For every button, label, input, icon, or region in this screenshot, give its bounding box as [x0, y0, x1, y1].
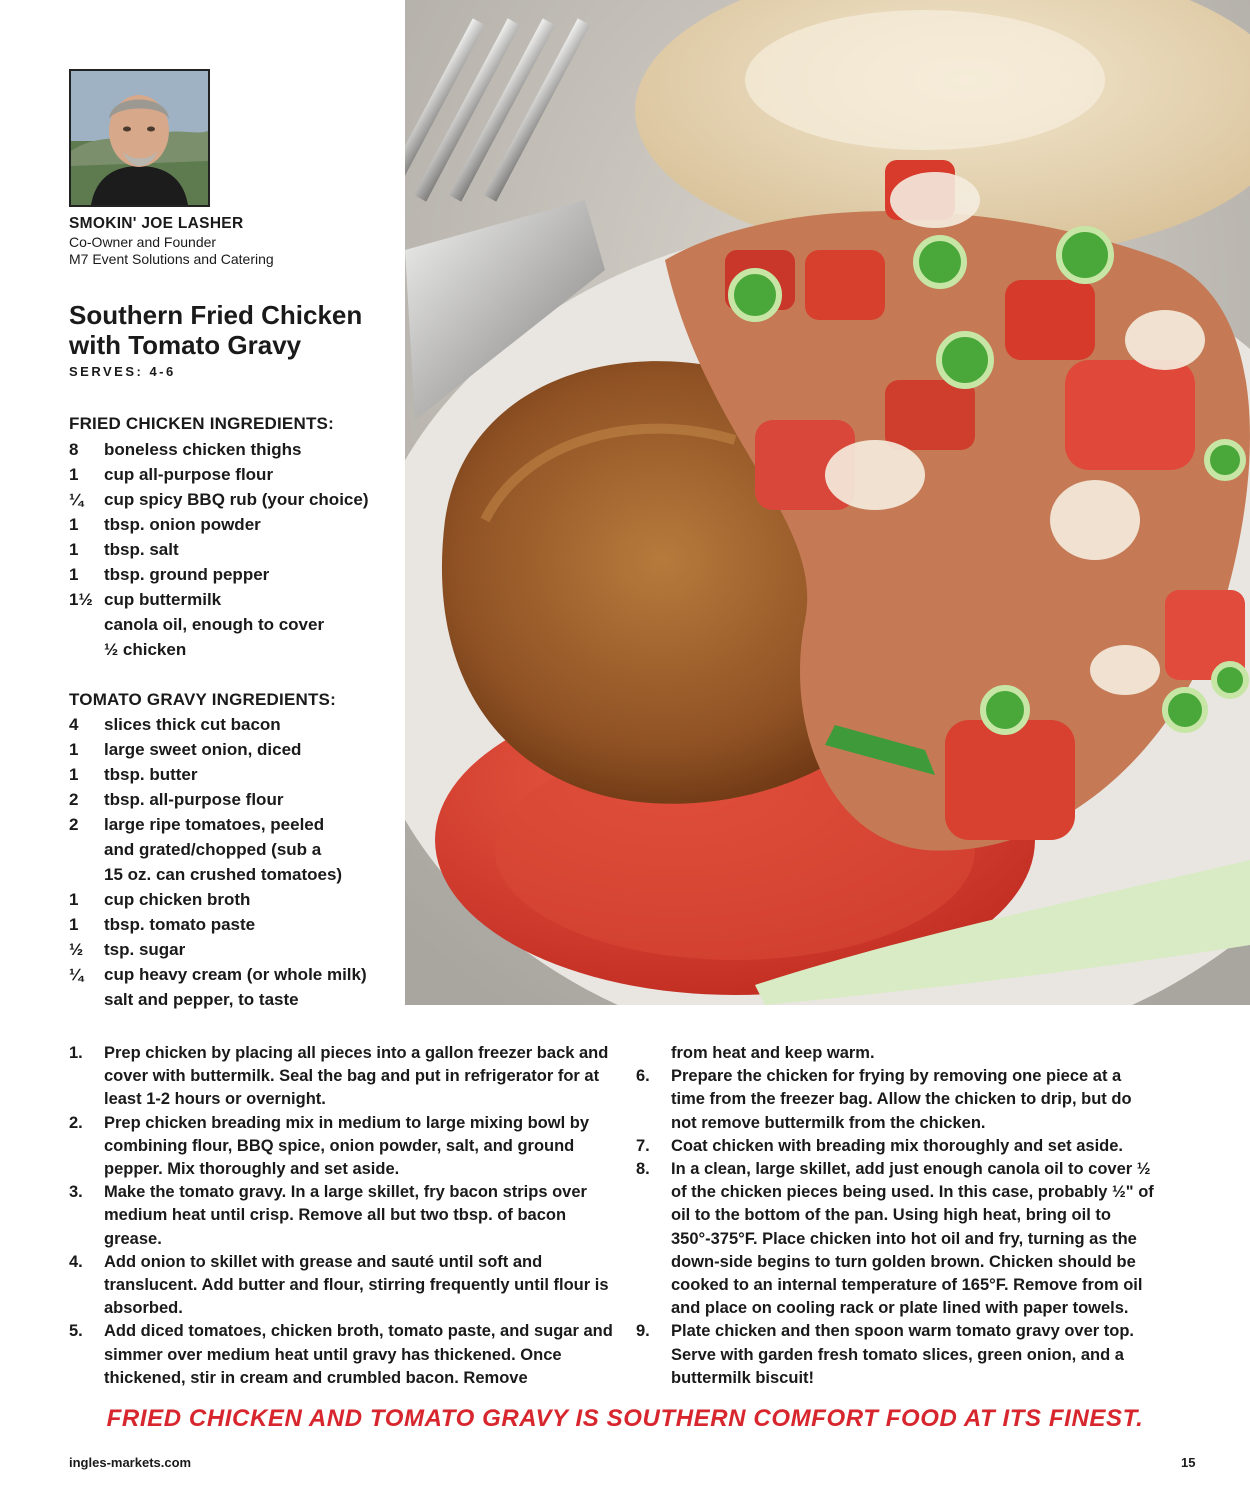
tomato-gravy-ingredient-list — [69, 712, 409, 1012]
instruction-step — [69, 1112, 617, 1182]
ingredient-qty: 1 — [69, 464, 79, 484]
instruction-step — [69, 1181, 617, 1251]
food-photo — [405, 0, 1250, 1005]
ingredient-text: slices thick cut bacon — [104, 714, 281, 734]
ingredient-text: cup spicy BBQ rub (your choice) — [104, 489, 369, 509]
ingredient-qty: 4 — [69, 714, 79, 734]
step-number: 1. — [69, 1044, 83, 1062]
step-number: 7. — [636, 1136, 650, 1155]
ingredient-text: tbsp. all-purpose flour — [104, 789, 284, 809]
ingredient-text: cup chicken broth — [104, 889, 251, 909]
instruction-step — [69, 1251, 617, 1321]
footer-website: ingles-markets.com — [69, 1455, 192, 1470]
ingredient-row — [69, 737, 409, 762]
instruction-step — [69, 1320, 617, 1390]
ingredient-qty: ¼ — [69, 489, 84, 509]
instructions-column-left — [69, 1042, 617, 1390]
instruction-step — [636, 1042, 1156, 1065]
ingredient-text: cup all-purpose flour — [104, 464, 274, 484]
step-text: Prep chicken by placing all pieces into a gallon freezer back and cover with buttermilk. Seal the bag and put in refrigerator for at least 1-2 hours or overnight. — [104, 1044, 609, 1109]
ingredient-qty: 1 — [69, 564, 79, 584]
instruction-step — [636, 1158, 1156, 1320]
ingredient-text: large ripe tomatoes, peeled — [104, 814, 325, 834]
step-text: Plate chicken and then spoon warm tomato gravy over top. Serve with garden fresh tomato slices, green onion, and a buttermilk biscuit! — [671, 1322, 1135, 1387]
ingredient-row — [69, 937, 409, 962]
step-number: 6. — [636, 1067, 650, 1086]
ingredient-row — [69, 637, 409, 662]
ingredient-row — [69, 562, 409, 587]
instruction-step — [636, 1135, 1156, 1158]
ingredient-text: tbsp. ground pepper — [104, 564, 270, 584]
step-text: In a clean, large skillet, add just enough canola oil to cover ½ of the chicken pieces being used. In this case, probably ½" of oil to the bottom of the pan. Using high heat, bring oil to 350°-375°F. Place chicken into hot oil and fry, turning as the down-side begins to turn golden brown. Chicken should be cooked to an internal temperature of 165°F. Remove from oil and place on cooling rack or plate lined with paper towels. — [671, 1160, 1154, 1318]
page-number: 15 — [1181, 1455, 1196, 1470]
instruction-step — [636, 1065, 1156, 1135]
instruction-step — [69, 1042, 617, 1112]
instructions-column-right — [636, 1042, 1156, 1390]
chef-role: Co-Owner and Founder — [69, 234, 217, 250]
ingredient-text: tbsp. butter — [104, 764, 198, 784]
step-text: Add diced tomatoes, chicken broth, tomato paste, and sugar and simmer over medium heat until gravy has thickened. Once thickened, stir in cream and crumbled bacon. Remove — [104, 1322, 613, 1387]
ingredient-text: boneless chicken thighs — [104, 439, 302, 459]
step-number: 8. — [636, 1160, 650, 1179]
ingredient-row — [69, 862, 409, 887]
ingredient-text: and grated/chopped (sub a — [104, 839, 322, 859]
ingredient-qty: ¼ — [69, 964, 84, 984]
ingredient-row — [69, 812, 409, 837]
ingredient-row — [69, 912, 409, 937]
ingredient-text: cup buttermilk — [104, 589, 222, 609]
ingredient-row — [69, 887, 409, 912]
tomato-gravy-heading: TOMATO GRAVY INGREDIENTS: — [69, 690, 336, 709]
ingredient-qty: 1 — [69, 914, 79, 934]
fried-chicken-heading: FRIED CHICKEN INGREDIENTS: — [69, 414, 334, 433]
ingredient-row — [69, 962, 409, 987]
ingredient-qty: 1 — [69, 539, 79, 559]
step-number: 9. — [636, 1322, 650, 1341]
step-number: 2. — [69, 1113, 83, 1132]
step-text: Add onion to skillet with grease and sauté until soft and translucent. Add butter and flour, stirring frequently until flour is absorbed. — [104, 1252, 609, 1318]
step-text: Prep chicken breading mix in medium to large mixing bowl by combining flour, BBQ spice, onion powder, salt, and ground pepper. Mix thoroughly and set aside. — [104, 1113, 590, 1179]
tagline-banner: FRIED CHICKEN AND TOMATO GRAVY IS SOUTHERN COMFORT FOOD AT ITS FINEST. — [106, 1405, 1144, 1432]
step-text: from heat and keep warm. — [671, 1044, 875, 1062]
step-number: 4. — [69, 1252, 83, 1271]
ingredient-qty: 8 — [69, 439, 79, 459]
ingredient-qty: 1 — [69, 889, 79, 909]
step-number: 3. — [69, 1183, 83, 1202]
ingredient-row — [69, 587, 409, 612]
ingredient-qty: 1 — [69, 764, 79, 784]
ingredient-text: tbsp. onion powder — [104, 514, 261, 534]
ingredient-text: tbsp. tomato paste — [104, 914, 256, 934]
step-text: Make the tomato gravy. In a large skillet, fry bacon strips over medium heat until crisp. Remove all but two tbsp. of bacon grease. — [104, 1183, 587, 1248]
serves-label: SERVES: 4-6 — [69, 364, 176, 379]
chef-portrait — [69, 69, 210, 207]
ingredient-qty: 1 — [69, 739, 79, 759]
ingredient-row — [69, 837, 409, 862]
ingredient-text: cup heavy cream (or whole milk) — [104, 964, 367, 984]
ingredient-qty: 2 — [69, 789, 79, 809]
ingredient-row — [69, 462, 409, 487]
ingredient-text: canola oil, enough to cover — [104, 614, 325, 634]
ingredient-qty: 1 — [69, 514, 79, 534]
recipe-title-line2: with Tomato Gravy — [69, 330, 302, 360]
ingredient-qty: 2 — [69, 814, 79, 834]
ingredient-row — [69, 612, 409, 637]
ingredient-row — [69, 787, 409, 812]
ingredient-row — [69, 987, 409, 1012]
ingredient-text: salt and pepper, to taste — [104, 989, 299, 1009]
ingredient-row — [69, 512, 409, 537]
chef-company: M7 Event Solutions and Catering — [69, 251, 274, 267]
ingredient-row — [69, 487, 409, 512]
ingredient-row — [69, 712, 409, 737]
ingredient-row — [69, 762, 409, 787]
recipe-title-line1: Southern Fried Chicken — [69, 300, 363, 330]
step-text: Prepare the chicken for frying by removing one piece at a time from the freezer bag. Allow the chicken to drip, but do not remove buttermilk from the chicken. — [671, 1067, 1132, 1132]
ingredient-text: large sweet onion, diced — [104, 739, 302, 759]
ingredient-row — [69, 437, 409, 462]
ingredient-text: tbsp. salt — [104, 539, 179, 559]
step-number: 5. — [69, 1322, 83, 1341]
ingredient-text: ½ chicken — [104, 639, 187, 659]
step-text: Coat chicken with breading mix thoroughly and set aside. — [671, 1136, 1123, 1155]
step-number — [636, 1042, 671, 1065]
chef-name: SMOKIN' JOE LASHER — [69, 215, 244, 232]
instruction-step — [636, 1320, 1156, 1390]
recipe-title — [69, 300, 399, 360]
ingredient-text: tsp. sugar — [104, 939, 186, 959]
fried-chicken-ingredient-list — [69, 437, 409, 662]
ingredient-qty: ½ — [69, 939, 84, 959]
ingredient-text: 15 oz. can crushed tomatoes) — [104, 864, 343, 884]
ingredient-qty: 1½ — [69, 589, 93, 609]
ingredient-row — [69, 537, 409, 562]
